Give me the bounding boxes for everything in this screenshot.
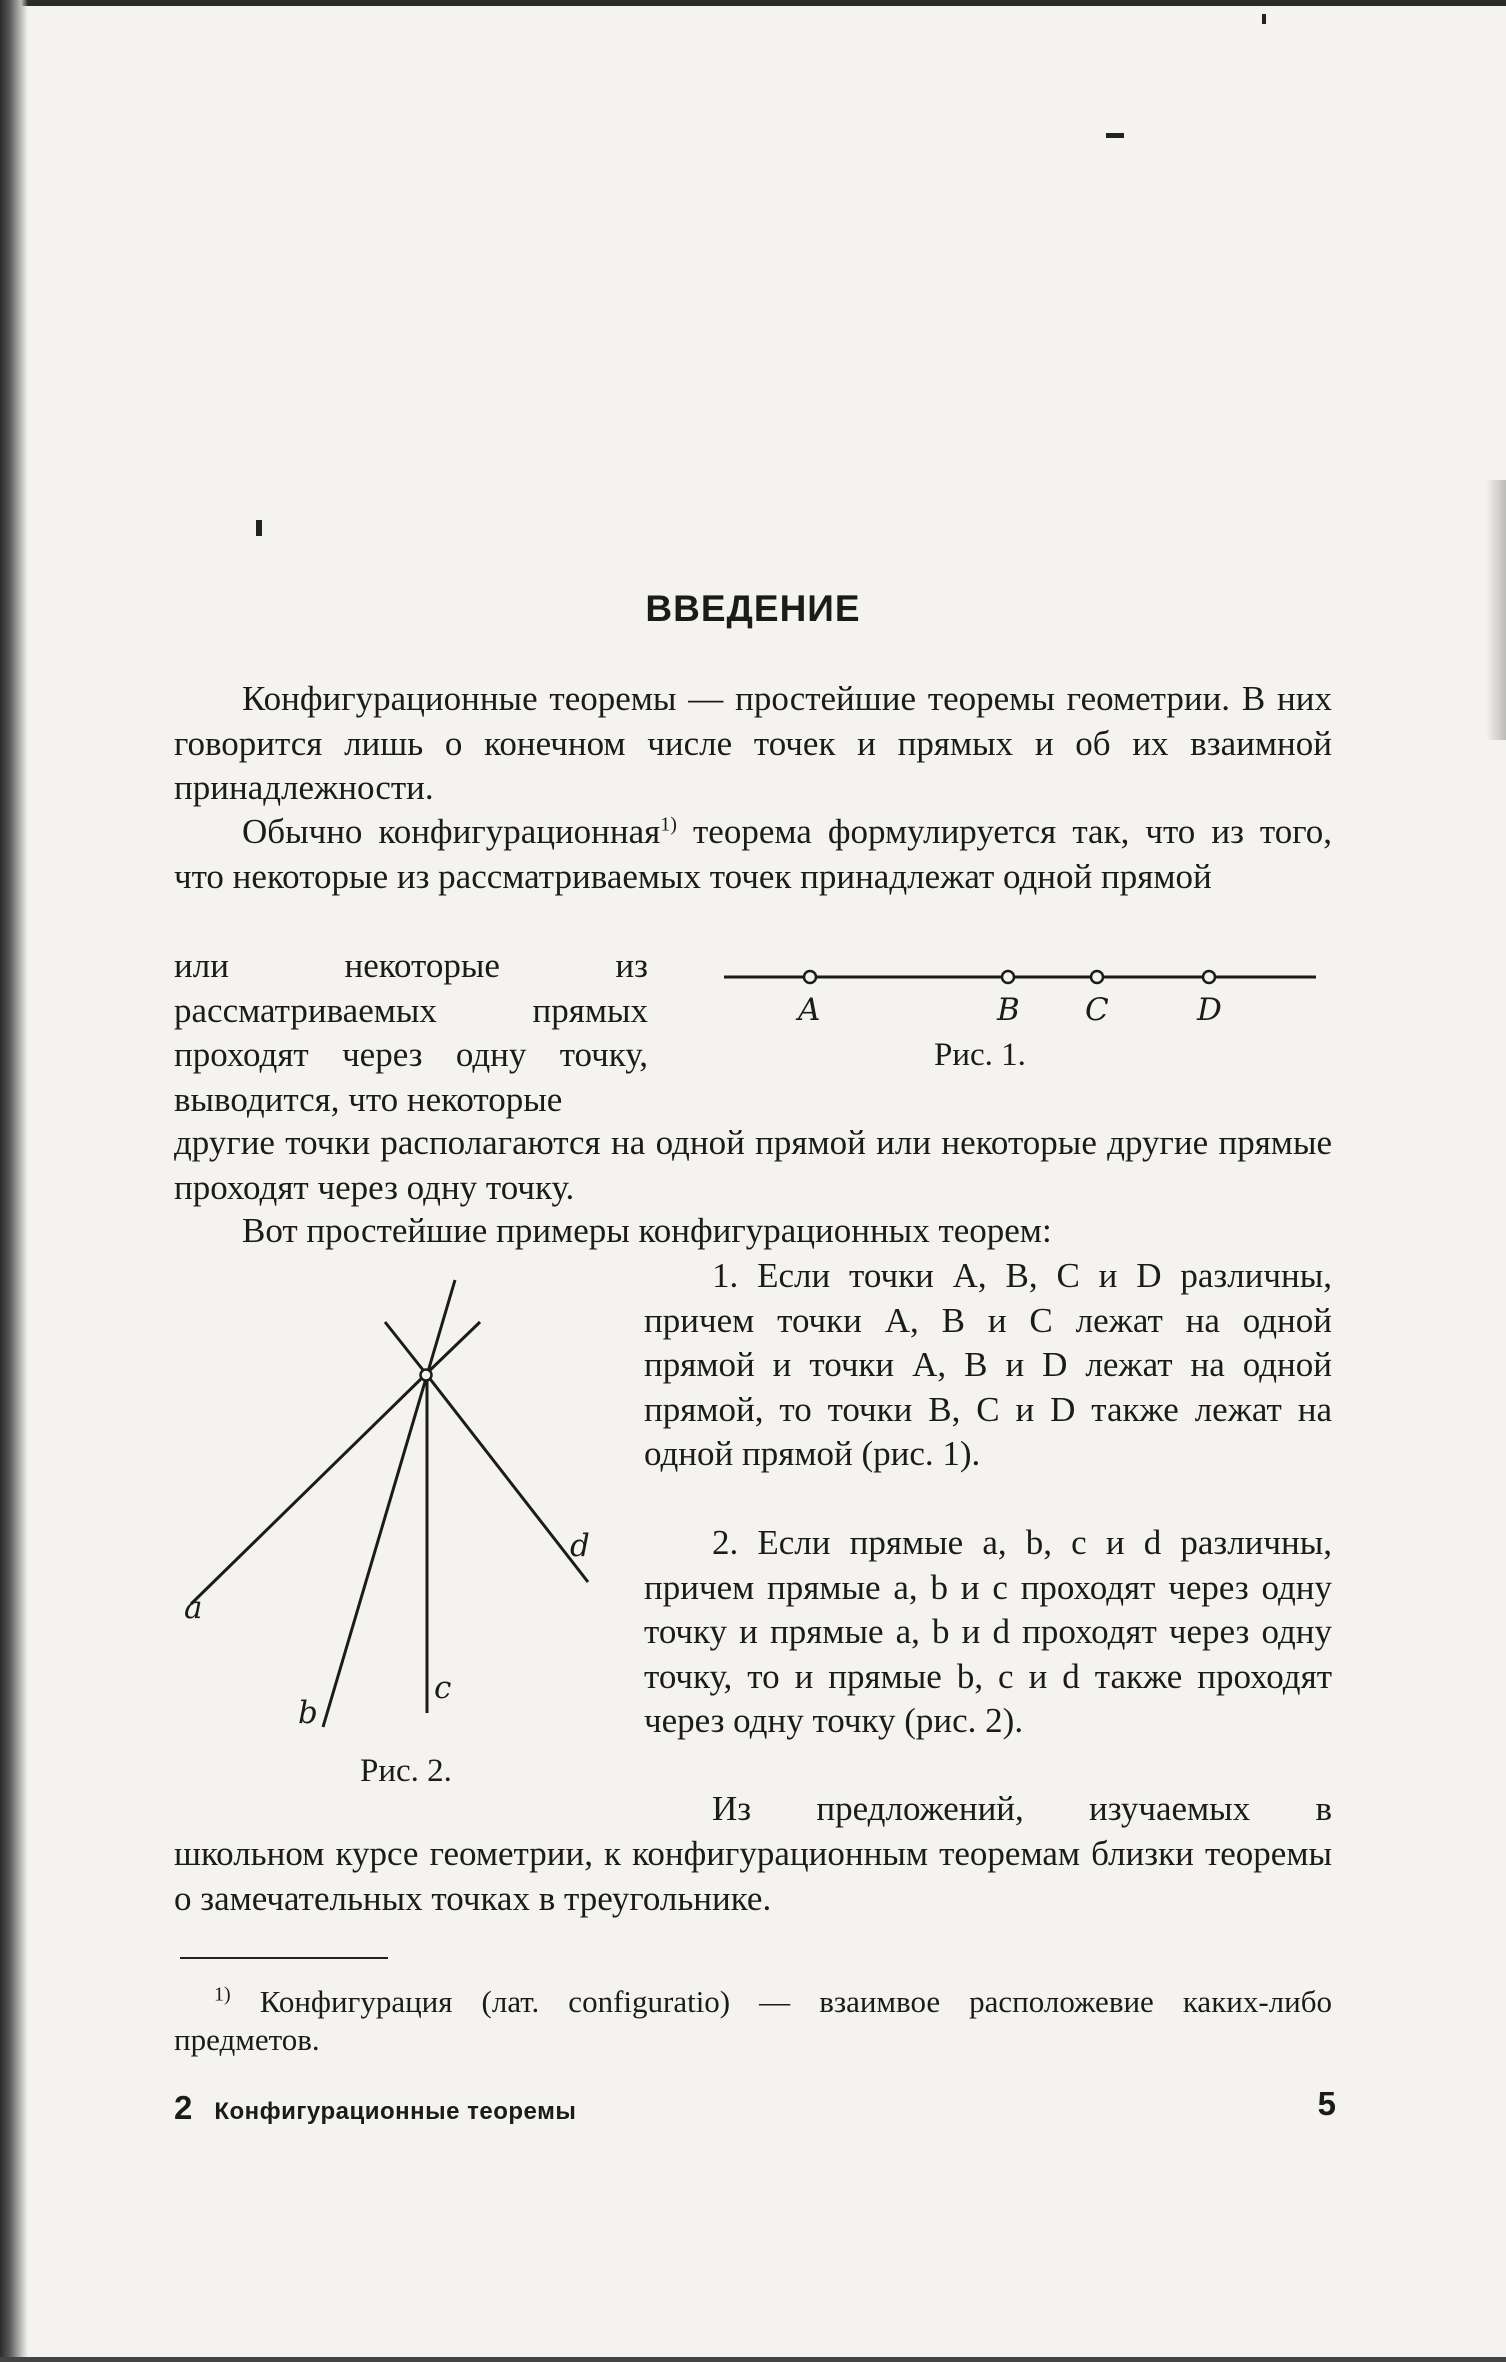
printer-signature	[174, 2089, 576, 2127]
signature-number: 2	[174, 2089, 193, 2126]
scan-top-edge	[0, 0, 1506, 6]
footnote-marker: 1)	[214, 1983, 231, 2006]
paragraph-usual-form-rest: теорема формулируется так, что из того, что некоторые из рассматриваемых точек принадлежат одной прямой	[174, 812, 1333, 896]
figure1-caption: Рис. 1.	[934, 1037, 1026, 1073]
footnote-text: Конфигурация (лат. configuratio) — взаимвое расположевие каких-либо предметов.	[174, 1984, 1332, 2057]
footnote-separator	[180, 1957, 388, 1959]
paragraph-usual-form	[174, 810, 1332, 899]
footnote-ref: 1)	[660, 813, 677, 836]
paragraph-school-course-end: школьном курсе геометрии, к конфигурационным теоремам близки теоремы о замечательных точках в треугольнике.	[174, 1834, 1332, 1918]
ink-speck	[1106, 133, 1124, 138]
scan-bottom-edge	[0, 2357, 1506, 2362]
paragraph-school-course-start: Из предложений, изучаемых в	[712, 1789, 1332, 1828]
paragraph-intro: Конфигурационные теоремы — простейшие теоремы геометрии. В них говорится лишь о конечном числе точек и прямых и об их взаимной принадлежности.	[174, 679, 1332, 807]
figure1-point-d	[1203, 971, 1215, 983]
signature-text: Конфигурационные теоремы	[214, 2098, 577, 2125]
figure2-label-d: d	[570, 1528, 590, 1564]
figure2-line-d	[427, 1375, 588, 1582]
footnote	[174, 1983, 1332, 2059]
ink-speck	[1262, 14, 1266, 24]
figure2-line-b	[323, 1375, 427, 1727]
figure1-point-c	[1091, 971, 1103, 983]
figure1-label-c: C	[1085, 992, 1109, 1028]
scan-left-edge	[0, 0, 28, 2362]
figure2-intersection	[421, 1370, 432, 1381]
figure1-diagram	[700, 940, 1340, 1050]
paragraph-wrap-beside-figure1: или некоторые из рассматриваемых прямых проходят через одну точку, выводится, что некоторые	[174, 946, 648, 1119]
figure1-label-b: B	[997, 992, 1020, 1028]
theorem-item-2: 2. Если прямые a, b, c и d различны, причем прямые a, b и c проходят через одну точку и прямые a, b и d проходят через одну точку, то и прямые b, c и d также проходят через одну точку (рис. 2).	[644, 1523, 1332, 1740]
figure1-point-a	[804, 971, 816, 983]
figure2-caption: Рис. 2.	[360, 1753, 452, 1789]
figure2-diagram	[170, 1260, 610, 1740]
ink-speck	[256, 520, 262, 536]
figure1-label-a: A	[798, 992, 821, 1028]
figure2-label-c: c	[434, 1670, 452, 1706]
figure2-label-a: a	[184, 1590, 203, 1626]
figure2-line-d-top	[385, 1322, 427, 1375]
figure2-label-b: b	[298, 1695, 318, 1731]
theorem-item-1: 1. Если точки A, B, C и D различны, причем точки A, B и C лежат на одной прямой и точки A, B и D лежат на одной прямой, то точки B, C и D также лежат на одной прямой (рис. 1).	[644, 1256, 1332, 1473]
figure2-line-a	[191, 1375, 425, 1604]
figure1-point-b	[1002, 971, 1014, 983]
page-number: 5	[1317, 2085, 1336, 2122]
page-title: ВВЕДЕНИЕ	[645, 588, 861, 629]
figure1-label-d: D	[1197, 992, 1222, 1028]
paragraph-conclusion: другие точки располагаются на одной прямой или некоторые другие прямые проходят через одну точку.	[174, 1123, 1332, 1207]
paragraph-usual-form-start: Обычно конфигурационная	[242, 812, 661, 851]
paragraph-examples-intro: Вот простейшие примеры конфигурационных теорем:	[242, 1211, 1052, 1250]
